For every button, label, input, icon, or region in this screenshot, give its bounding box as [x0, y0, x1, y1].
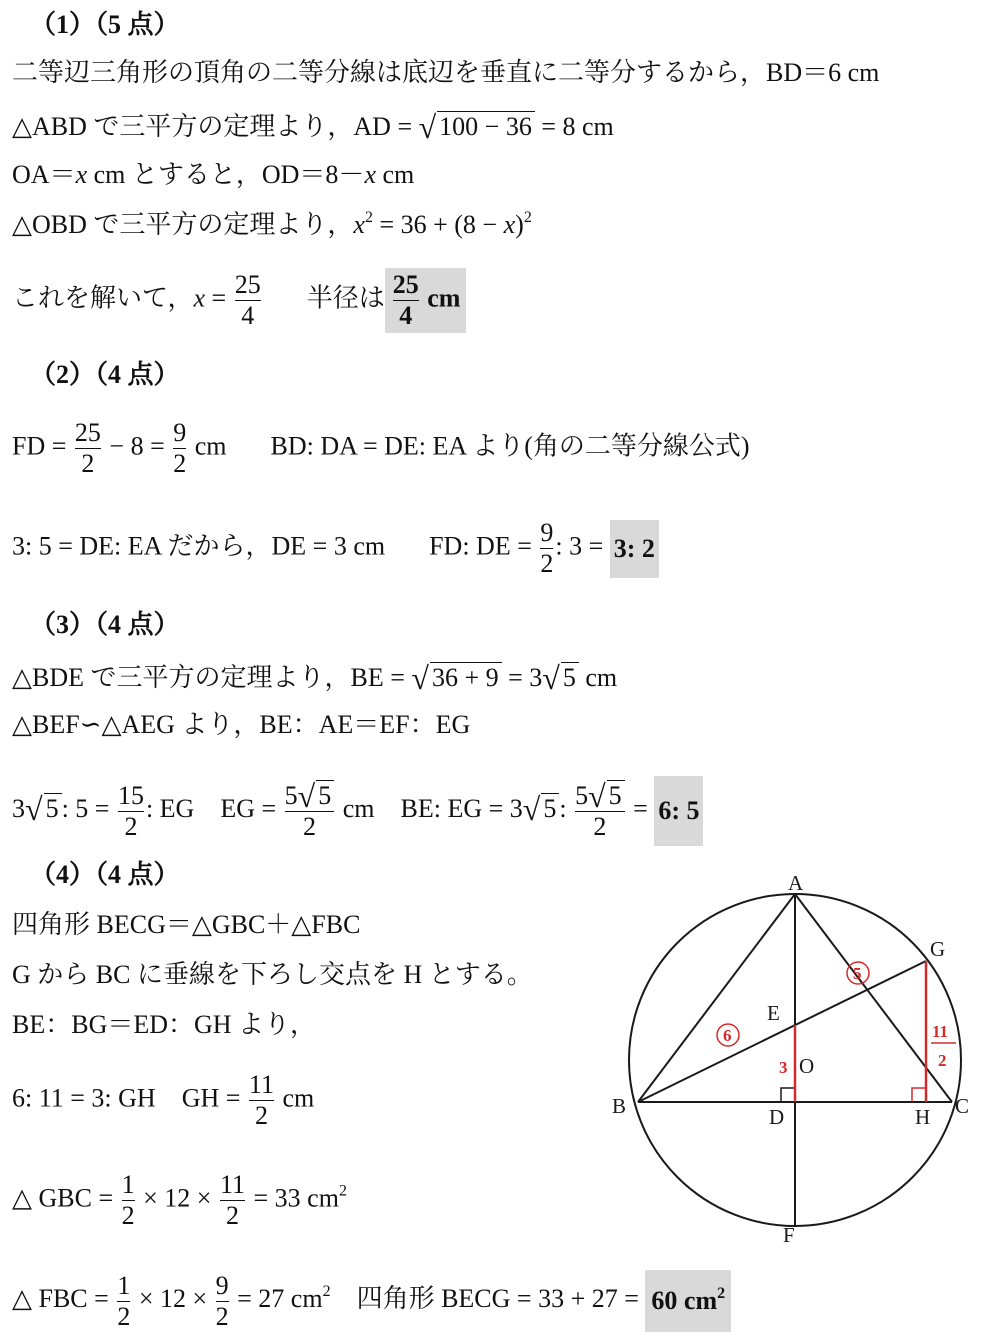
- heading-1: （1）（5 点）: [30, 10, 180, 39]
- s2-line-2: 3: 5 = DE: EA だから，DE = 3 cm FD: DE = $\frac{9}{2}$ : 3 = 3: 2: [12, 518, 659, 579]
- label-D: D: [769, 1105, 785, 1129]
- mark-gh-num: 11: [932, 1022, 949, 1041]
- s1-line-5: これを解いて，x = $\frac{25}{4}$ 半径は $\frac{25}{4}$ cm: [12, 268, 466, 333]
- right-angle-H: [912, 1088, 926, 1102]
- mark-3: 3: [779, 1058, 788, 1077]
- right-angle-D: [781, 1088, 795, 1102]
- label-B: B: [612, 1094, 627, 1118]
- s4-line-2: G から BC に垂線を下ろし交点を H とする。: [12, 960, 533, 989]
- s4-line-6: △ FBC = $\frac{1}{2}$ × 12 × $\frac{9}{2}$ = 27 $cm^2$ 四角形 BECG = 33 + 27 = 60 $cm^2$: [12, 1270, 731, 1332]
- s1-line-3: OA＝x cm とすると，OD＝8－x cm: [12, 160, 415, 189]
- s2-line-1: FD = $\frac{25}{2}$ − 8 = $\frac{9}{2}$ cm BD: DA = DE: EA より(角の二等分線公式): [12, 418, 750, 478]
- s4-line-3: BE：BG＝ED：GH より，: [12, 1010, 317, 1039]
- label-O: O: [799, 1054, 815, 1078]
- s3-line-3: 3√ 5 : 5 = $\frac{15}{2}$ : EG EG = $\frac{5√ 5}{2}$ cm BE: EG = 3√ 5 : $\frac{5√ 5}{2}$ = 6: 5: [12, 776, 703, 846]
- mark-6: 6: [723, 1026, 732, 1045]
- s4-line-1: 四角形 BECG＝△GBC＋△FBC: [12, 910, 361, 939]
- segment-AB: [638, 894, 795, 1102]
- label-G: G: [930, 937, 946, 961]
- label-F: F: [783, 1223, 795, 1247]
- answer-4: 60 $cm^2$: [645, 1270, 731, 1332]
- s1-line-4: △OBD で三平方の定理より，$x^2 = 36 + (8 - x)^2$: [12, 209, 532, 239]
- heading-4: （4）（4 点）: [30, 860, 180, 889]
- heading-2: （2）（4 点）: [30, 360, 180, 389]
- mark-5: 5: [853, 964, 862, 983]
- geometry-diagram: [600, 862, 1000, 1252]
- answer-2: 3: 2: [610, 520, 659, 578]
- label-C: C: [955, 1094, 970, 1118]
- mark-gh-den: 2: [938, 1051, 947, 1070]
- sqrt-expression: √ 100 − 36: [419, 112, 535, 141]
- s4-line-5: △ GBC = $\frac{1}{2}$ × 12 × $\frac{11}{2}$ = 33 $cm^2$: [12, 1170, 347, 1230]
- heading-3: （3）（4 点）: [30, 610, 180, 639]
- s3-line-1: △BDE で三平方の定理より，BE = √ 36 + 9 = 3√ 5 cm: [12, 660, 618, 696]
- answer-3: 6: 5: [654, 776, 703, 846]
- s1-line-2: △ABD で三平方の定理より，AD = √ 100 − 36 = 8 cm: [12, 109, 614, 145]
- label-H: H: [915, 1105, 931, 1129]
- s3-line-2: △BEF∽△AEG より，BE：AE＝EF：EG: [12, 710, 471, 739]
- s1-line-1: 二等辺三角形の頂角の二等分線は底辺を垂直に二等分するから，BD＝6 cm: [12, 58, 880, 87]
- segment-BG: [638, 961, 926, 1102]
- answer-1: $\frac{25}{4}$ cm: [385, 268, 467, 333]
- segment-AC: [795, 894, 952, 1102]
- label-E: E: [767, 1001, 780, 1025]
- label-A: A: [788, 871, 804, 895]
- s4-line-4: 6: 11 = 3: GH GH = $\frac{11}{2}$ cm: [12, 1070, 315, 1130]
- fraction-25-4: $\frac{25}{4}$: [234, 270, 261, 330]
